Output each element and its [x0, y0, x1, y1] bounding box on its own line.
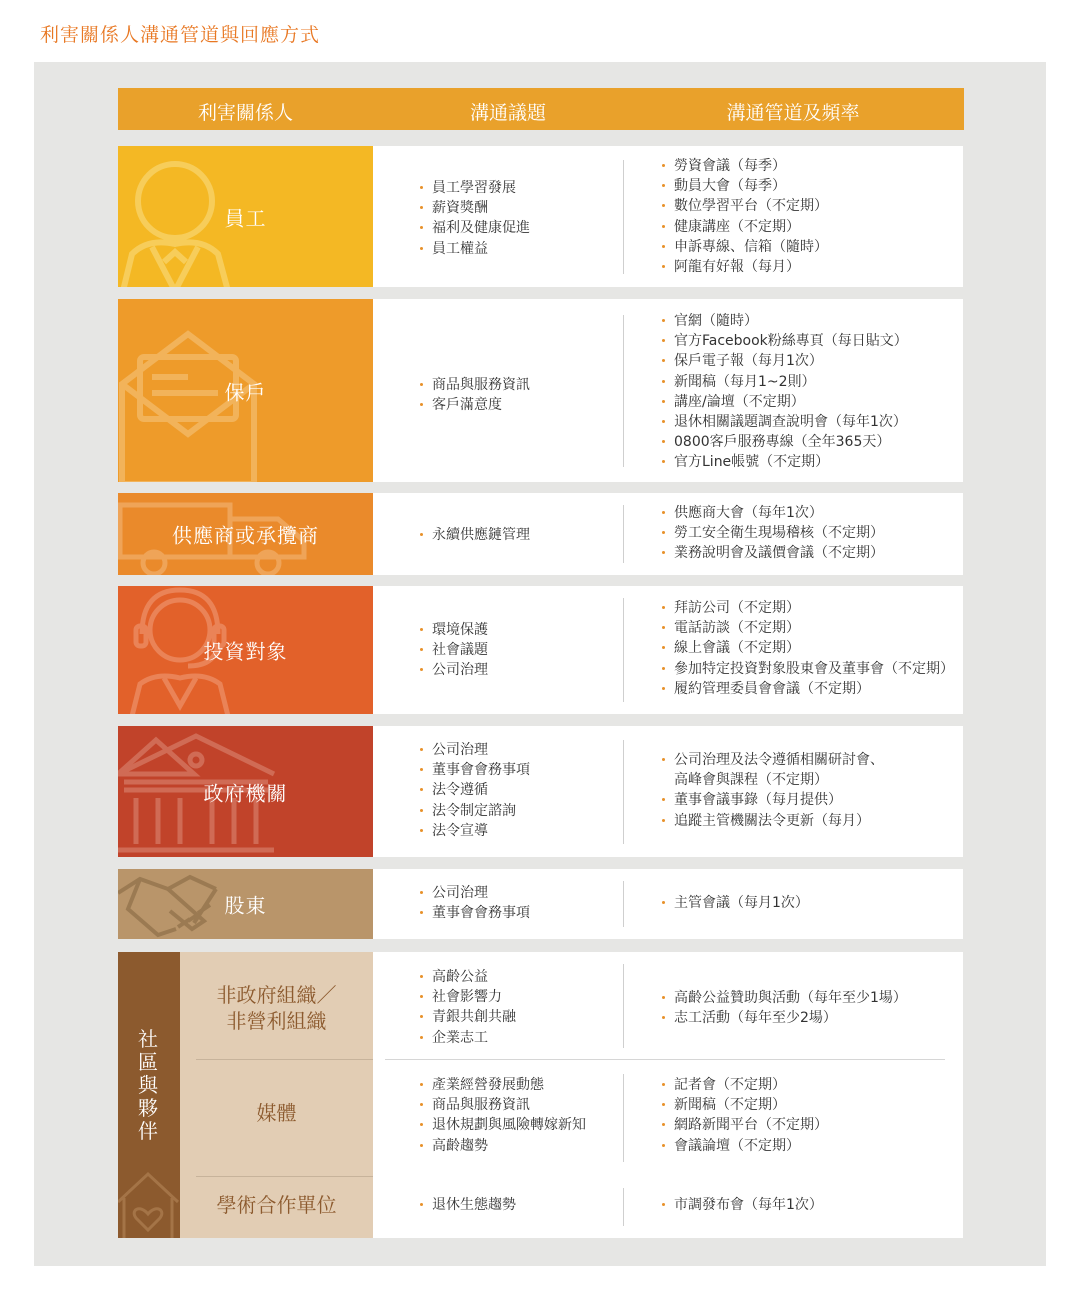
- list-item-text: 公司治理及法令遵循相關研討會、: [674, 752, 884, 768]
- stakeholder-employee: [118, 146, 373, 287]
- list-item: 線上會議（不定期）: [660, 638, 970, 658]
- list-item: 退休生態趨勢: [418, 1195, 628, 1215]
- list-item: 業務說明會及議價會議（不定期）: [660, 543, 970, 563]
- list-item: 永續供應鏈管理: [418, 525, 628, 545]
- list-item: 社會影響力: [418, 987, 628, 1007]
- table-header: [118, 88, 964, 130]
- list-item: 勞資會議（每季）: [660, 156, 970, 176]
- channels-list: [660, 988, 970, 1028]
- list-item: 申訴專線、信箱（隨時）: [660, 237, 970, 257]
- stakeholder-label: 員工: [224, 206, 267, 230]
- list-item: 企業志工: [418, 1028, 628, 1048]
- row-supplier: [118, 493, 963, 575]
- divider: [623, 160, 624, 274]
- channels-list: [660, 311, 970, 473]
- list-item: 官方Facebook粉絲專頁（每日貼文）: [660, 331, 970, 351]
- list-item: 公司治理: [418, 883, 628, 903]
- header-channels: 溝通管道及頻率: [726, 102, 860, 124]
- topics-list: [418, 178, 628, 259]
- list-item: 董事會議事錄（每月提供）: [660, 790, 970, 810]
- list-item: 參加特定投資對象股東會及董事會（不定期）: [660, 659, 970, 679]
- list-item: 講座/論壇（不定期）: [660, 392, 970, 412]
- list-item: 電話訪談（不定期）: [660, 618, 970, 638]
- topics-list: [418, 883, 628, 923]
- divider: [623, 598, 624, 702]
- list-item: 客戶滿意度: [418, 395, 628, 415]
- list-item-continuation: 高峰會與課程（不定期）: [674, 772, 828, 789]
- stakeholder-shareholder: [118, 869, 373, 939]
- row-shareholder: [118, 869, 963, 939]
- list-item: 董事會會務事項: [418, 760, 628, 780]
- list-item: 社會議題: [418, 640, 628, 660]
- row-customer: [118, 299, 963, 482]
- stakeholder-label: 非政府組織／: [216, 983, 337, 1007]
- channels-list: [660, 598, 970, 699]
- stakeholder-government: [118, 726, 373, 857]
- divider: [196, 1059, 373, 1060]
- list-item: 勞工安全衛生現場稽核（不定期）: [660, 523, 970, 543]
- list-item: 新聞稿（不定期）: [660, 1095, 970, 1115]
- list-item: 保戶電子報（每月1次）: [660, 351, 970, 371]
- divider: [623, 315, 624, 467]
- list-item: 法令宣導: [418, 821, 628, 841]
- row-community: [118, 952, 963, 1238]
- topics-list: [418, 620, 628, 681]
- stakeholder-customer: [118, 299, 373, 482]
- list-item: 主管會議（每月1次）: [660, 893, 970, 913]
- list-item: 追蹤主管機關法令更新（每月）: [660, 811, 970, 831]
- divider: [196, 1176, 373, 1177]
- list-item: 商品與服務資訊: [418, 1095, 628, 1115]
- row-government: [118, 726, 963, 857]
- header-stakeholder: 利害關係人: [197, 102, 293, 124]
- list-item: 產業經營發展動態: [418, 1075, 628, 1095]
- community-sub-labels: [180, 952, 373, 1238]
- list-item: 福利及健康促進: [418, 218, 628, 238]
- stakeholder-label: 股東: [224, 893, 267, 918]
- list-item: 法令制定諮詢: [418, 801, 628, 821]
- list-item: 拜訪公司（不定期）: [660, 598, 970, 618]
- topics-list: [418, 740, 628, 841]
- channels-list: [660, 1075, 970, 1156]
- community-group-label: 社區與夥伴: [138, 1027, 158, 1143]
- topics-list: [418, 1075, 628, 1156]
- list-item: 退休相關議題調查說明會（每年1次）: [660, 412, 970, 432]
- list-item: 商品與服務資訊: [418, 375, 628, 395]
- stakeholder-community: [118, 952, 180, 1238]
- list-item: [660, 750, 970, 790]
- list-item: 志工活動（每年至少2場）: [660, 1008, 970, 1028]
- list-item: 新聞稿（每月1~2則）: [660, 372, 970, 392]
- channels-list: [660, 750, 970, 831]
- stakeholder-label: 供應商或承攬商: [172, 523, 319, 548]
- list-item: 董事會會務事項: [418, 903, 628, 923]
- stakeholder-supplier: [118, 493, 373, 575]
- list-item: 高齡公益: [418, 967, 628, 987]
- divider: [623, 881, 624, 927]
- channels-list: [660, 156, 970, 277]
- header-topics: 溝通議題: [469, 102, 546, 124]
- list-item: 公司治理: [418, 740, 628, 760]
- topics-list: [418, 1195, 628, 1215]
- list-item: 網路新聞平台（不定期）: [660, 1115, 970, 1135]
- list-item: 高齡公益贊助與活動（每年至少1場）: [660, 988, 970, 1008]
- divider: [623, 505, 624, 563]
- list-item: 履約管理委員會會議（不定期）: [660, 679, 970, 699]
- list-item: 員工權益: [418, 239, 628, 259]
- list-item: 動員大會（每季）: [660, 176, 970, 196]
- divider: [385, 1059, 945, 1060]
- list-item: 員工學習發展: [418, 178, 628, 198]
- divider: [623, 1188, 624, 1226]
- divider: [623, 740, 624, 844]
- list-item: 數位學習平台（不定期）: [660, 196, 970, 216]
- list-item: 高齡趨勢: [418, 1136, 628, 1156]
- channels-list: [660, 503, 970, 564]
- row-investor: [118, 586, 963, 714]
- divider: [623, 1074, 624, 1162]
- divider: [623, 964, 624, 1048]
- topics-list: [418, 967, 628, 1048]
- list-item: 會議論壇（不定期）: [660, 1136, 970, 1156]
- list-item: 環境保護: [418, 620, 628, 640]
- list-item: 退休規劃與風險轉嫁新知: [418, 1115, 628, 1135]
- list-item: 阿龍有好報（每月）: [660, 257, 970, 277]
- list-item: 健康講座（不定期）: [660, 217, 970, 237]
- channels-list: [660, 893, 970, 913]
- stakeholder-label: 政府機關: [203, 781, 288, 805]
- list-item: 薪資獎酬: [418, 198, 628, 218]
- list-item: 供應商大會（每年1次）: [660, 503, 970, 523]
- list-item: 官方Line帳號（不定期）: [660, 452, 970, 472]
- list-item: 市調發布會（每年1次）: [660, 1195, 970, 1215]
- topics-list: [418, 525, 628, 545]
- stakeholder-media: 媒體: [256, 1101, 297, 1125]
- list-item: 法令遵循: [418, 780, 628, 800]
- stakeholder-investor: [118, 586, 373, 714]
- list-item: 記者會（不定期）: [660, 1075, 970, 1095]
- list-item: 公司治理: [418, 660, 628, 680]
- stakeholder-label: 非營利組織: [226, 1009, 327, 1033]
- page-title: 利害關係人溝通管道與回應方式: [40, 24, 321, 46]
- stakeholder-label: 投資對象: [203, 639, 288, 664]
- list-item: 官網（隨時）: [660, 311, 970, 331]
- channels-list: [660, 1195, 970, 1215]
- topics-list: [418, 375, 628, 415]
- list-item: 0800客戶服務專線（全年365天）: [660, 432, 970, 452]
- stakeholder-label: 保戶: [224, 380, 267, 404]
- stakeholder-ngo: [180, 982, 373, 1034]
- list-item: 青銀共創共融: [418, 1007, 628, 1027]
- row-employee: [118, 146, 963, 287]
- stakeholder-academic: 學術合作單位: [216, 1193, 337, 1217]
